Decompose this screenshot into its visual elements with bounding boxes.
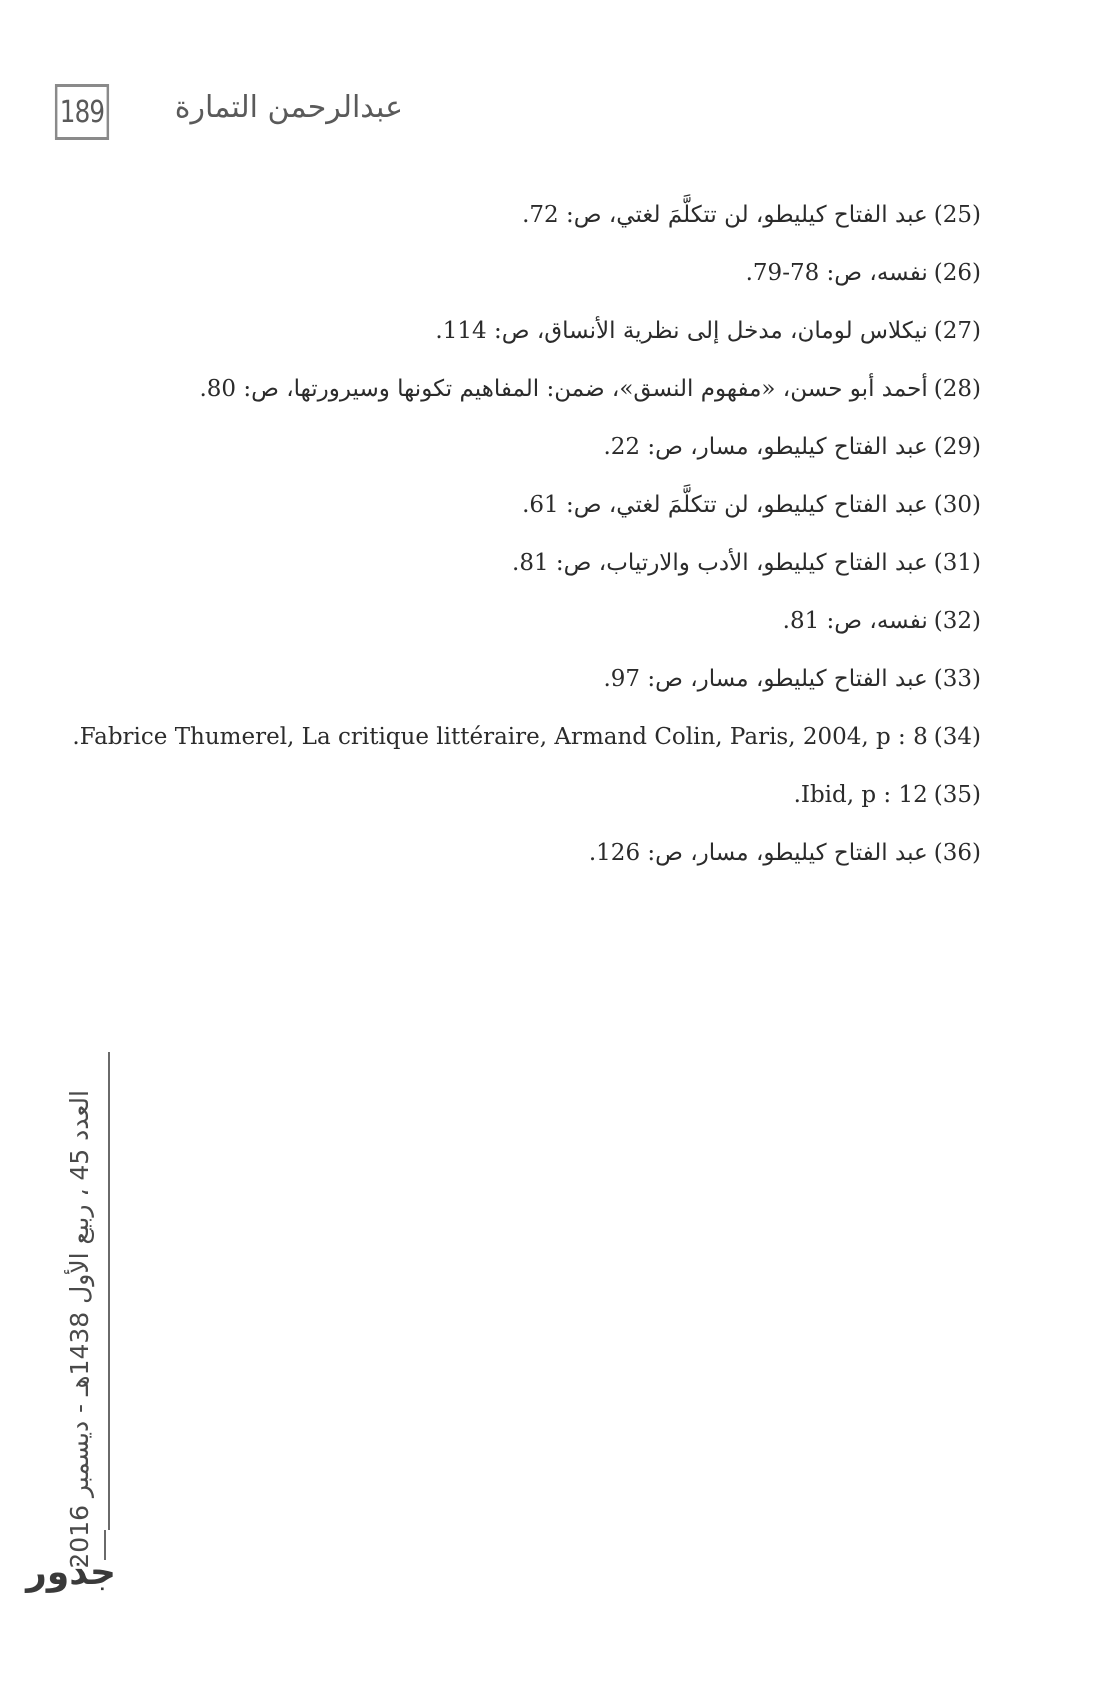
endnote [121, 370, 981, 428]
endnote-number: (36) [933, 840, 981, 866]
endnote-number: (35) [933, 782, 981, 808]
journal-logo: جذور [26, 1552, 116, 1593]
endnote-text: نيكلاس لومان، مدخل إلى نظرية الأنساق، ص: 114. [435, 318, 928, 344]
endnote-number: (28) [933, 376, 981, 402]
endnote [121, 428, 981, 486]
endnote-text: نفسه، ص: 78-79. [745, 260, 928, 286]
endnote [121, 312, 981, 370]
endnote-number: (25) [933, 202, 981, 228]
endnote-text: عبد الفتاح كيليطو، لن تتكلَّمَ لغتي، ص: 72. [522, 202, 928, 228]
endnote [121, 544, 981, 602]
endnotes-list [72, 196, 981, 892]
page-number: 189 [55, 84, 109, 140]
endnote [72, 718, 981, 776]
endnote-number: (29) [933, 434, 981, 460]
endnote-number: (27) [933, 318, 981, 344]
endnote-text: نفسه، ص: 81. [782, 608, 928, 634]
endnote-text: أحمد أبو حسن، «مفهوم النسق»، ضمن: المفاهيم تكونها وسيرورتها، ص: 80. [199, 376, 928, 402]
margin-rule [108, 1052, 110, 1530]
endnote-text: عبد الفتاح كيليطو، مسار، ص: 22. [603, 434, 928, 460]
endnote [121, 602, 981, 660]
endnote-text: عبد الفتاح كيليطو، لن تتكلَّمَ لغتي، ص: 61. [522, 492, 928, 518]
endnote-number: (32) [933, 608, 981, 634]
endnote [121, 254, 981, 312]
endnote-text: عبد الفتاح كيليطو، الأدب والارتياب، ص: 81. [512, 550, 928, 576]
endnote-text: عبد الفتاح كيليطو، مسار، ص: 126. [588, 840, 928, 866]
running-header-author: عبدالرحمن التمارة [174, 90, 403, 125]
endnote-text: Ibid, p : 12. [793, 782, 928, 808]
endnote [121, 834, 981, 892]
endnote-number: (34) [933, 724, 981, 750]
endnote [121, 486, 981, 544]
issue-info: العدد 45 ، ربيع الأول 1438هـ - ديسمبر 2016 [65, 1090, 94, 1569]
endnote-number: (26) [933, 260, 981, 286]
endnote-text: عبد الفتاح كيليطو، مسار، ص: 97. [603, 666, 928, 692]
endnote [121, 660, 981, 718]
endnote [121, 776, 981, 834]
endnote-number: (30) [933, 492, 981, 518]
endnote-text: Fabrice Thumerel, La critique littéraire, Armand Colin, Paris, 2004, p : 8. [72, 724, 928, 750]
endnote-number: (33) [933, 666, 981, 692]
endnote-number: (31) [933, 550, 981, 576]
endnote [121, 196, 981, 254]
